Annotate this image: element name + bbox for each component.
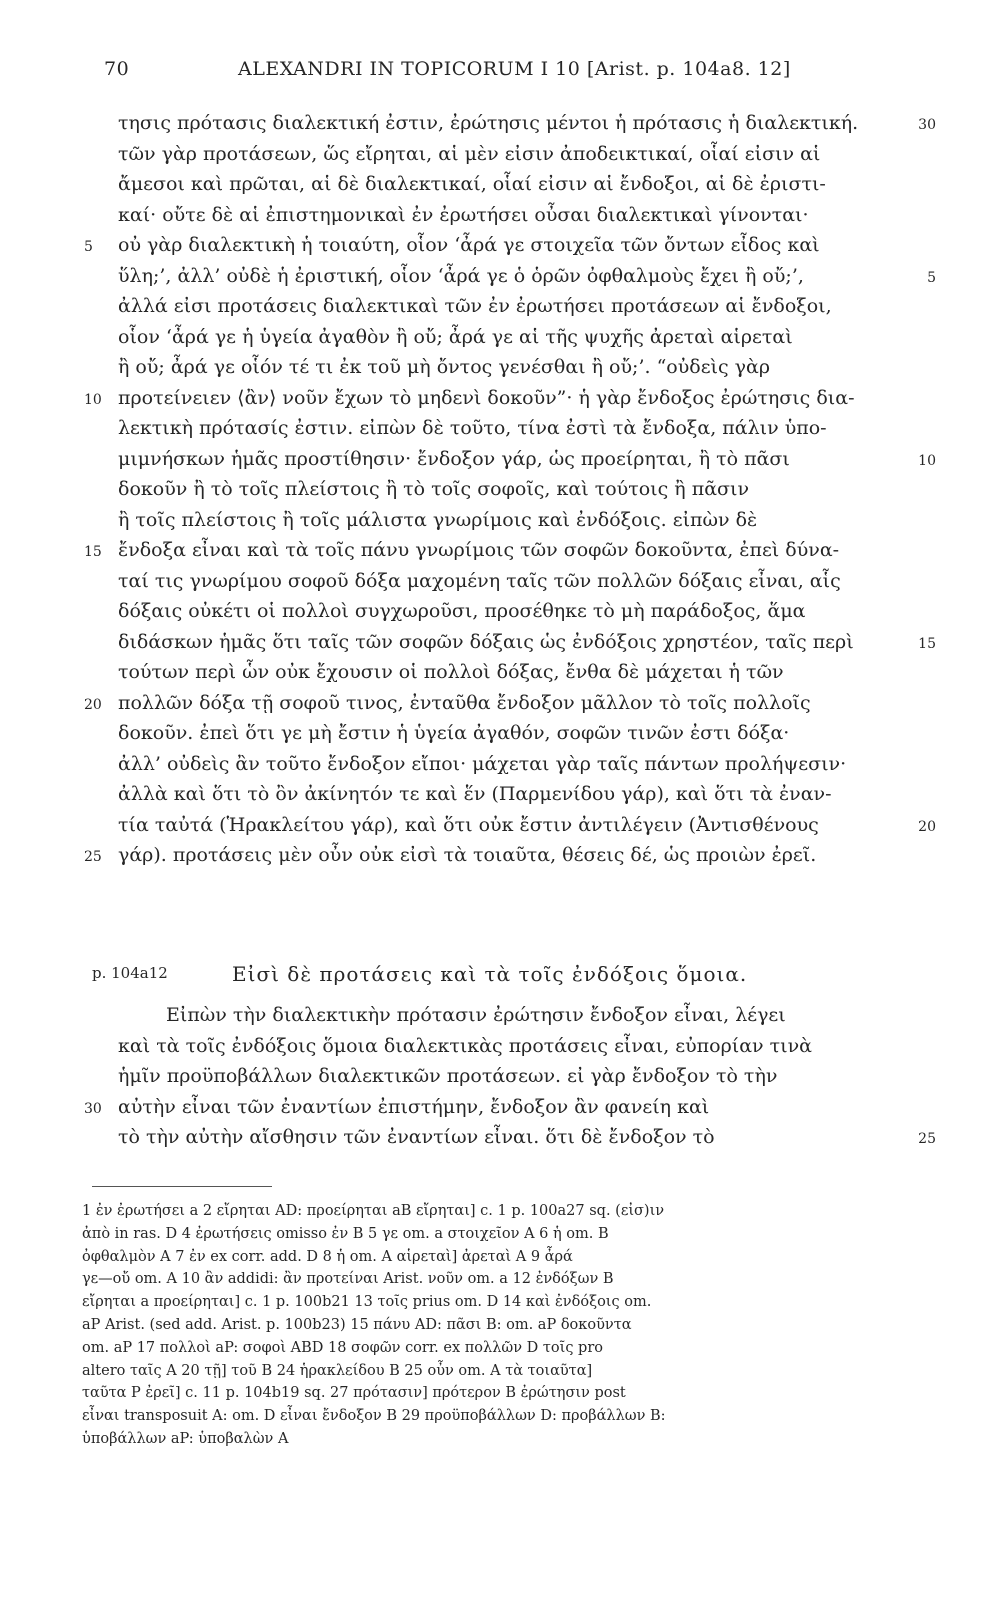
main-text-line-text: τούτων περὶ ὧν οὐκ ἔχουσιν οἱ πολλοὶ δόξας, ἔνθα δὲ μάχεται ἡ τῶν bbox=[118, 661, 784, 683]
main-text-line-text: δοκοῦν. ἐπεὶ ὅτι γε μὴ ἔστιν ἡ ὑγεία ἀγαθόν, σοφῶν τινῶν ἐστι δόξα· bbox=[118, 722, 790, 744]
line-number-right: 15 bbox=[918, 635, 936, 652]
main-text bbox=[84, 108, 936, 871]
running-title: ALEXANDRI IN TOPICORUM I 10 [Arist. p. 104a8. 12] bbox=[238, 58, 791, 80]
main-text-line-text: ἢ οὔ; ἆρά γε οἷόν τέ τι ἐκ τοῦ μὴ ὄντος γενέσθαι ἢ οὔ;’. “οὐδεὶς γὰρ bbox=[118, 356, 771, 378]
apparatus-line: ἀπὸ in ras. D 4 ἐρωτήσεις omisso ἐν B 5 γε om. a στοιχεῖον A 6 ἡ om. B bbox=[82, 1225, 609, 1242]
apparatus-line: altero ταῖς A 20 τῇ] τοῦ B 24 ἡρακλείδου B 25 οὖν om. A τὰ τοιαῦτα] bbox=[82, 1362, 593, 1379]
main-text-line-text: μιμνήσκων ἡμᾶς προστίθησιν· ἔνδοξον γάρ, ὡς προείρηται, ἢ τὸ πᾶσι bbox=[118, 447, 790, 470]
lemma-reference: p. 104a12 bbox=[92, 964, 168, 982]
page-number: 70 bbox=[104, 58, 130, 80]
main-text-line bbox=[118, 444, 936, 475]
main-text-line-text: λεκτικὴ πρότασίς ἐστιν. εἰπὼν δὲ τοῦτο, τίνα ἐστὶ τὰ ἔνδοξα, πάλιν ὑπο- bbox=[118, 417, 827, 439]
main-text-line-text: ταί τις γνωρίμου σοφοῦ δόξα μαχομένη ταῖς τῶν πολλῶν δόξαις εἶναι, αἷς bbox=[118, 569, 841, 592]
line-number-left: 30 bbox=[84, 1100, 102, 1117]
commentary-line-text: τὸ τὴν αὐτὴν αἴσθησιν τῶν ἐναντίων εἶναι. ὅτι δὲ ἔνδοξον τὸ bbox=[118, 1126, 715, 1148]
main-text-line-text: ἔνδοξα εἶναι καὶ τὰ τοῖς πάνυ γνωρίμοις τῶν σοφῶν δοκοῦντα, ἐπεὶ δύνα- bbox=[118, 539, 840, 561]
line-number-right: 30 bbox=[918, 117, 936, 133]
main-text-line bbox=[118, 322, 898, 353]
apparatus-line: om. aP 17 πολλοὶ aP: σοφοὶ ABD 18 σοφῶν corr. ex πολλῶν D τοῖς pro bbox=[82, 1339, 604, 1356]
main-text-line bbox=[118, 108, 936, 139]
main-text-line bbox=[118, 169, 898, 200]
main-text-line bbox=[118, 200, 898, 231]
main-text-line bbox=[118, 566, 898, 597]
main-text-line-text: γάρ). προτάσεις μὲν οὖν οὐκ εἰσὶ τὰ τοιαῦτα, θέσεις δέ, ὡς προιὼν ἐρεῖ. bbox=[118, 844, 817, 866]
main-text-line-text: τῶν γὰρ προτάσεων, ὥς εἴρηται, αἱ μὲν εἰσιν ἀποδεικτικαί, οἷαί εἰσιν αἱ bbox=[118, 142, 821, 165]
apparatus-line: εἴρηται a προείρηται] c. 1 p. 100b21 13 τοῖς prius om. D 14 καὶ ἐνδόξοις om. bbox=[82, 1294, 652, 1311]
footnote-rule bbox=[92, 1186, 272, 1187]
main-text-line bbox=[84, 840, 898, 871]
main-text-line bbox=[118, 627, 936, 658]
apparatus-line: εἶναι transposuit A: om. D εἶναι ἔνδοξον B 29 προϋποβάλλων D: προβάλλων B: bbox=[82, 1408, 666, 1425]
main-text-line-text: δοκοῦν ἢ τὸ τοῖς πλείστοις ἢ τὸ τοῖς σοφοῖς, καὶ τούτοις ἢ πᾶσιν bbox=[118, 478, 749, 500]
line-number-right: 5 bbox=[927, 269, 936, 286]
line-number-left: 20 bbox=[84, 696, 102, 713]
commentary-line bbox=[118, 1061, 898, 1092]
main-text-line-text: ἀλλ’ οὐδεὶς ἂν τοῦτο ἔνδοξον εἴποι· μάχεται γὰρ ταῖς πάντων προλήψεσιν· bbox=[118, 752, 847, 775]
main-text-line bbox=[118, 291, 898, 322]
line-number-left: 15 bbox=[84, 544, 102, 560]
line-number-right: 25 bbox=[918, 1131, 936, 1147]
main-text-line bbox=[118, 261, 936, 292]
main-text-line-text: πολλῶν δόξα τῇ σοφοῦ τινος, ἐνταῦθα ἔνδοξον μᾶλλον τὸ τοῖς πολλοῖς bbox=[118, 691, 811, 714]
line-number-right: 10 bbox=[918, 452, 936, 469]
main-text-line bbox=[118, 596, 898, 627]
main-text-line bbox=[84, 383, 898, 414]
apparatus-line: γε—οὔ om. A 10 ἂν addidi: ἂν προτείναι Arist. νοῦν om. a 12 ἐνδόξων B bbox=[82, 1271, 614, 1288]
main-text-line-text: προτείνειεν ⟨ἂν⟩ νοῦν ἔχων τὸ μηδενὶ δοκοῦν”· ἡ γὰρ ἔνδοξος ἐρώτησις δια- bbox=[118, 386, 855, 409]
commentary-line-text: αὐτὴν εἶναι τῶν ἐναντίων ἐπιστήμην, ἔνδοξον ἂν φανείη καὶ bbox=[118, 1095, 710, 1118]
commentary-line-text: καὶ τὰ τοῖς ἐνδόξοις ὅμοια διαλεκτικὰς προτάσεις εἶναι, εὐπορίαν τινὰ bbox=[118, 1034, 812, 1057]
main-text-line bbox=[118, 413, 898, 444]
main-text-line-text: οἷον ‘ἆρά γε ἡ ὑγεία ἀγαθὸν ἢ οὔ; ἆρά γε αἱ τῆς ψυχῆς ἀρεταὶ αἱρεταὶ bbox=[118, 325, 793, 348]
apparatus-line: aP Arist. (sed add. Arist. p. 100b23) 15 πάνυ AD: πᾶσι B: om. aP δοκοῦντα bbox=[82, 1316, 632, 1333]
main-text-line bbox=[118, 139, 898, 170]
main-text-line-text: ὕλη;’, ἀλλ’ οὐδὲ ἡ ἐριστική, οἷον ‘ἆρά γε ὁ ὁρῶν ὀφθαλμοὺς ἔχει ἢ οὔ;’, bbox=[118, 264, 804, 287]
page-header bbox=[0, 58, 1000, 88]
main-text-line-text: καί· οὔτε δὲ αἱ ἐπιστημονικαὶ ἐν ἐρωτήσει οὖσαι διαλεκτικαὶ γίνονται· bbox=[118, 203, 809, 226]
main-text-line-text: ἢ τοῖς πλείστοις ἢ τοῖς μάλιστα γνωρίμοις καὶ ἐνδόξοις. εἰπὼν δὲ bbox=[118, 508, 758, 531]
apparatus-line: ταῦτα P ἐρεῖ] c. 11 p. 104b19 sq. 27 πρότασιν] πρότερον B ἐρώτησιν post bbox=[82, 1385, 626, 1402]
line-number-left: 25 bbox=[84, 849, 102, 865]
commentary-line bbox=[118, 1000, 898, 1031]
commentary-line bbox=[118, 1122, 936, 1153]
main-text-line bbox=[118, 718, 898, 749]
main-text-line-text: ἀλλά εἰσι προτάσεις διαλεκτικαὶ τῶν ἐν ἐρωτήσει προτάσεων αἱ ἔνδοξοι, bbox=[118, 295, 832, 317]
main-text-line bbox=[118, 505, 898, 536]
apparatus-line: 1 ἐν ἐρωτήσει a 2 εἴρηται AD: προείρηται aB εἴρηται] c. 1 p. 100a27 sq. (εἰσ)ιν bbox=[82, 1203, 665, 1219]
commentary-line-text: ἡμῖν προϋποβάλλων διαλεκτικῶν προτάσεων. εἰ γὰρ ἔνδοξον τὸ τὴν bbox=[118, 1065, 778, 1087]
main-text-line-text: τία ταὐτά (Ἡρακλείτου γάρ), καὶ ὅτι οὐκ ἔστιν ἀντιλέγειν (Ἀντισθένους bbox=[118, 813, 819, 836]
main-text-line-text: διδάσκων ἡμᾶς ὅτι ταῖς τῶν σοφῶν δόξαις ὡς ἐνδόξοις χρηστέον, ταῖς περὶ bbox=[118, 630, 854, 653]
line-number-right: 20 bbox=[918, 818, 936, 835]
main-text-line-text: ἄμεσοι καὶ πρῶται, αἱ δὲ διαλεκτικαί, οἷαί εἰσιν αἱ ἔνδοξοι, αἱ δὲ ἐριστι- bbox=[118, 173, 826, 195]
main-text-line-text: οὐ γὰρ διαλεκτικὴ ἡ τοιαύτη, οἷον ‘ἆρά γε στοιχεῖα τῶν ὄντων εἶδος καὶ bbox=[118, 234, 820, 256]
main-text-line bbox=[118, 749, 898, 780]
main-text-line bbox=[118, 657, 898, 688]
line-number-left: 10 bbox=[84, 391, 102, 408]
main-text-line bbox=[118, 810, 936, 841]
critical-apparatus bbox=[82, 1200, 912, 1451]
apparatus-line: ὀφθαλμὸν A 7 ἐν ex corr. add. D 8 ἡ om. A αἱρεταὶ] ἀρεταὶ A 9 ἆρά bbox=[82, 1248, 573, 1265]
main-text-line bbox=[118, 352, 898, 383]
main-text-line bbox=[84, 230, 898, 261]
main-text-line bbox=[118, 474, 898, 505]
main-text-line bbox=[84, 535, 898, 566]
commentary-text bbox=[84, 1000, 936, 1153]
apparatus-line: ὑποβάλλων aP: ὑποβαλὼν A bbox=[82, 1430, 289, 1447]
commentary-line bbox=[84, 1092, 898, 1123]
main-text-line bbox=[118, 779, 898, 810]
line-number-left: 5 bbox=[84, 239, 93, 255]
commentary-line-text: Εἰπὼν τὴν διαλεκτικὴν πρότασιν ἐρώτησιν ἔνδοξον εἶναι, λέγει bbox=[166, 1004, 786, 1026]
main-text-line-text: τησις πρότασις διαλεκτική ἐστιν, ἐρώτησις μέντοι ἡ πρότασις ἡ διαλεκτική. bbox=[118, 112, 859, 134]
main-text-line-text: δόξαις οὐκέτι οἱ πολλοὶ συγχωροῦσι, προσέθηκε τὸ μὴ παράδοξος, ἅμα bbox=[118, 600, 806, 622]
main-text-line bbox=[84, 688, 898, 719]
main-text-line-text: ἀλλὰ καὶ ὅτι τὸ ὂν ἀκίνητόν τε καὶ ἕν (Παρμενίδου γάρ), καὶ ὅτι τὰ ἐναν- bbox=[118, 783, 832, 805]
lemma-text: Εἰσὶ δὲ προτάσεις καὶ τὰ τοῖς ἐνδόξοις ὅμοια. bbox=[232, 962, 748, 986]
commentary-line bbox=[118, 1031, 898, 1062]
